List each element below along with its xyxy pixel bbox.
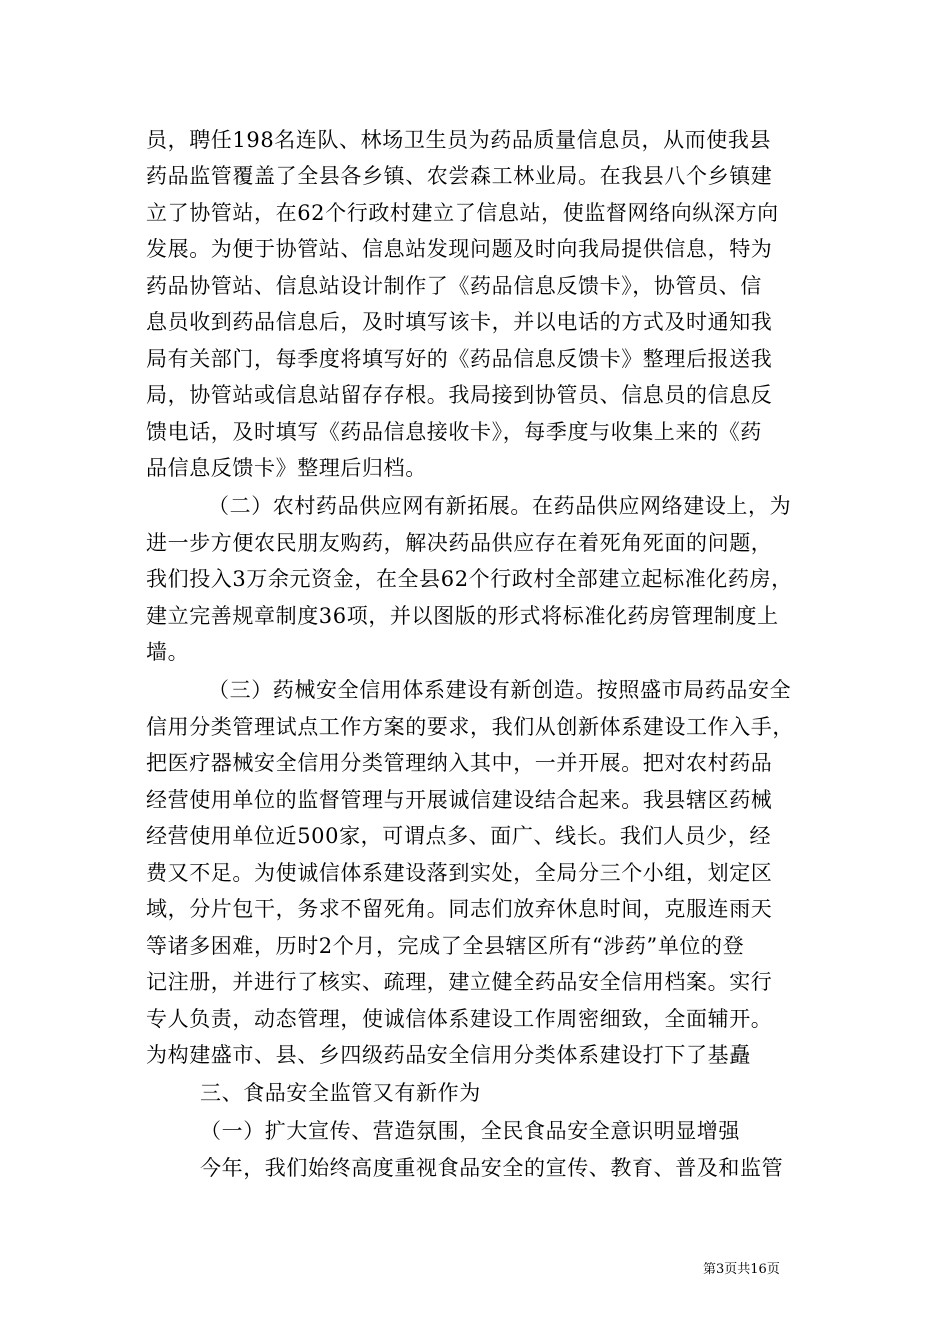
paragraph-line: 专人负责，动态管理，使诚信体系建设工作周密细致，全面辅开。 [146,1007,773,1031]
paragraph-line: 信用分类管理试点工作方案的要求，我们从创新体系建设工作入手， [146,715,794,739]
paragraph-line: 为构建盛市、县、乡四级药品安全信用分类体系建设打下了基矗 [146,1043,751,1067]
section-heading: 三、食品安全监管又有新作为 [200,1081,481,1105]
paragraph-line: （二）农村药品供应网有新拓展。在药品供应网络建设上，为 [208,494,792,518]
paragraph-line: 墙。 [146,640,190,664]
paragraph-line: 我们投入3万余元资金，在全县62个行政村全部建立起标准化药房， [146,567,793,591]
paragraph-line: 立了协管站，在62个行政村建立了信息站，使监督网络向纵深方向 [146,201,779,225]
page-number: 第3页共16页 [703,1262,780,1277]
paragraph-line: 等诸多困难，历时2个月，完成了全县辖区所有“涉药”单位的登 [146,934,745,958]
paragraph-line: 息员收到药品信息后，及时填写该卡，并以电话的方式及时通知我 [146,310,773,334]
paragraph-line: 品信息反馈卡》整理后归档。 [146,456,427,480]
paragraph-line: 药品监管覆盖了全县各乡镇、农尝森工林业局。在我县八个乡镇建 [146,164,773,188]
paragraph-line: 进一步方便农民朋友购药，解决药品供应存在着死角死面的问题， [146,531,773,555]
section-subheading: （一）扩大宣传、营造氛围，全民食品安全意识明显增强 [200,1119,740,1143]
paragraph-line: 馈电话，及时填写《药品信息接收卡》，每季度与收集上来的《药 [146,420,762,444]
paragraph-line: 员，聘任198名连队、林场卫生员为药品质量信息员，从而使我县 [146,128,772,152]
paragraph-line: 建立完善规章制度36项，并以图版的形式将标准化药房管理制度上 [146,604,779,628]
paragraph-line: 经营使用单位近500家，可谓点多、面广、线长。我们人员少，经 [146,824,772,848]
paragraph-line: （三）药械安全信用体系建设有新创造。按照盛市局药品安全 [208,678,792,702]
paragraph-line: 域，分片包干，务求不留死角。同志们放弃休息时间，克服连雨天 [146,897,773,921]
paragraph-line: 记注册，并进行了核实、疏理，建立健全药品安全信用档案。实行 [146,970,773,994]
paragraph-line: 局，协管站或信息站留存存根。我局接到协管员、信息员的信息反 [146,383,773,407]
paragraph-line: 今年，我们始终高度重视食品安全的宣传、教育、普及和监管 [200,1156,784,1180]
paragraph-line: 局有关部门，每季度将填写好的《药品信息反馈卡》整理后报送我 [146,347,773,371]
paragraph-line: 费又不足。为使诚信体系建设落到实处，全局分三个小组，划定区 [146,861,773,885]
paragraph-line: 发展。为便于协管站、信息站发现问题及时向我局提供信息，特为 [146,237,773,261]
paragraph-line: 经营使用单位的监督管理与开展诚信建设结合起来。我县辖区药械 [146,788,773,812]
paragraph-line: 药品协管站、信息站设计制作了《药品信息反馈卡》，协管员、信 [146,274,762,298]
paragraph-line: 把医疗器械安全信用分类管理纳入其中，一并开展。把对农村药品 [146,751,773,775]
